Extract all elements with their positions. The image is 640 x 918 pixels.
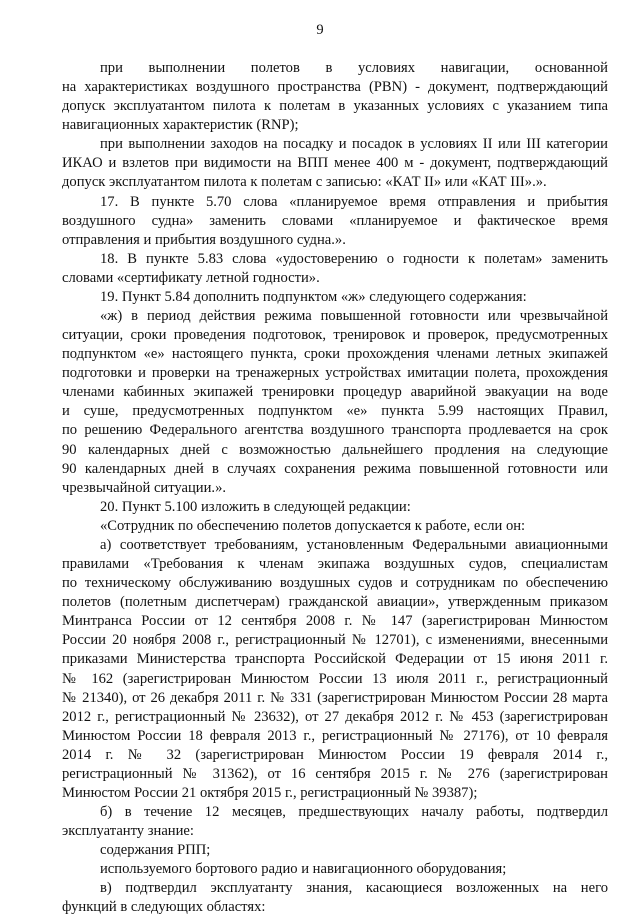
text-line: а) соответствует требованиям, установленным Федеральными авиационными [100, 536, 608, 553]
text-line: при выполнении заходов на посадку и посадок в условиях II или III категории [100, 136, 608, 153]
text-line: отправления и прибытия воздушного судна.». [62, 231, 346, 248]
text-line: Минюстом России 18 февраля 2013 г., регистрационный № 27176), от 10 февраля [62, 727, 608, 744]
text-line: подпунктом «е» настоящего пункта, сроки прохождения членами летных экипажей [62, 346, 608, 363]
text-line: при выполнении полетов в условиях навигации, основанной [100, 60, 608, 76]
text-line: 90 календарных дней с возможностью дальнейшего продления на следующие [62, 441, 608, 458]
text-line: на характеристиках воздушного пространства (PBN) - документ, подтверждающий [62, 79, 608, 96]
text-line: полетов (полетным диспетчерам) гражданской авиации», утвержденным приказом [62, 594, 608, 611]
text-line: приказами Министерства транспорта Российской Федерации от 15 июня 2011 г. [62, 651, 608, 668]
text-line: № 21340), от 26 декабря 2011 г. № 331 (зарегистрирован Минюстом России 28 марта [62, 689, 608, 706]
text-line: навигационных характеристик (RNP); [62, 117, 299, 134]
text-line: используемого бортового радио и навигационного оборудования; [100, 861, 507, 878]
text-line: б) в течение 12 месяцев, предшествующих началу работы, подтвердил [100, 804, 608, 821]
text-line: Минюстом России 21 октября 2015 г., регистрационный № 39387); [62, 784, 478, 801]
text-line: ситуации, сроки проведения подготовок, тренировок и проверок, предусмотренных [62, 327, 608, 344]
text-line: ИКАО и взлетов при видимости на ВПП менее 400 м - документ, подтверждающий [62, 155, 608, 172]
text-line: содержания РПП; [100, 842, 211, 859]
text-line: № 162 (зарегистрирован Минюстом России 13 июля 2011 г., регистрационный [62, 670, 608, 687]
text-line: эксплуатанту знание: [62, 823, 194, 840]
text-line: 20. Пункт 5.100 изложить в следующей редакции: [100, 498, 411, 515]
text-line: 90 календарных дней в случаях сохранения режима повышенной готовности или [62, 460, 608, 477]
text-line: 19. Пункт 5.84 дополнить подпунктом «ж» следующего содержания: [100, 288, 527, 305]
text-line: 18. В пункте 5.83 слова «удостоверению о годности к полетам» заменить [100, 250, 608, 267]
text-line: правилами «Требования к членам экипажа воздушных судов, специалистам [62, 556, 608, 573]
text-line: в) подтвердил эксплуатанту знания, касающиеся возложенных на него [100, 880, 608, 897]
text-line: функций в следующих областях: [62, 899, 266, 916]
text-line: 17. В пункте 5.70 слова «планируемое время отправления и прибытия [100, 193, 608, 210]
text-line: чрезвычайной ситуации.». [62, 479, 227, 496]
text-line: России 20 ноября 2008 г., регистрационный № 12701), с изменениями, внесенными [62, 632, 608, 649]
text-line: по решению Федерального агентства воздушного транспорта продлевается на срок [62, 422, 608, 439]
text-line: регистрационный № 31362), от 16 сентября 2015 г. № 276 (зарегистрирован [62, 765, 608, 782]
text-line: подготовки и проверки на тренажерных устройствах имитации полета, прохождения [62, 365, 608, 382]
text-line: допуск эксплуатантом пилота к полетам с записью: «КАТ II» или «КАТ III».». [62, 174, 547, 191]
text-line: и суше, предусмотренных подпунктом «е» пункта 5.99 настоящих Правил, [62, 403, 608, 420]
text-line: членами кабинных экипажей тренировки процедур аварийной эвакуации на воде [62, 384, 608, 401]
page-number: 9 [316, 22, 324, 38]
text-line: 2012 г., регистрационный № 23632), от 27 декабря 2012 г. № 453 (зарегистрирован [62, 708, 608, 725]
text-line: «ж) в период действия режима повышенной готовности или чрезвычайной [100, 308, 608, 325]
text-line: словами «сертификату летной годности». [62, 269, 320, 286]
document-body [62, 59, 608, 918]
text-line: воздушного судна» заменить словами «планируемое и фактическое время [62, 212, 608, 229]
text-line: Минтранса России от 12 сентября 2008 г. № 147 (зарегистрирован Минюстом [62, 613, 608, 630]
text-line: допуск эксплуатантом пилота к полетам в указанных условиях с указанием типа [62, 98, 608, 115]
text-line: 2014 г. № 32 (зарегистрирован Минюстом России 19 февраля 2014 г., [62, 746, 608, 763]
text-line: «Сотрудник по обеспечению полетов допускается к работе, если он: [100, 517, 526, 534]
text-line: по техническому обслуживанию воздушных судов и сотрудникам по обеспечению [62, 575, 608, 592]
